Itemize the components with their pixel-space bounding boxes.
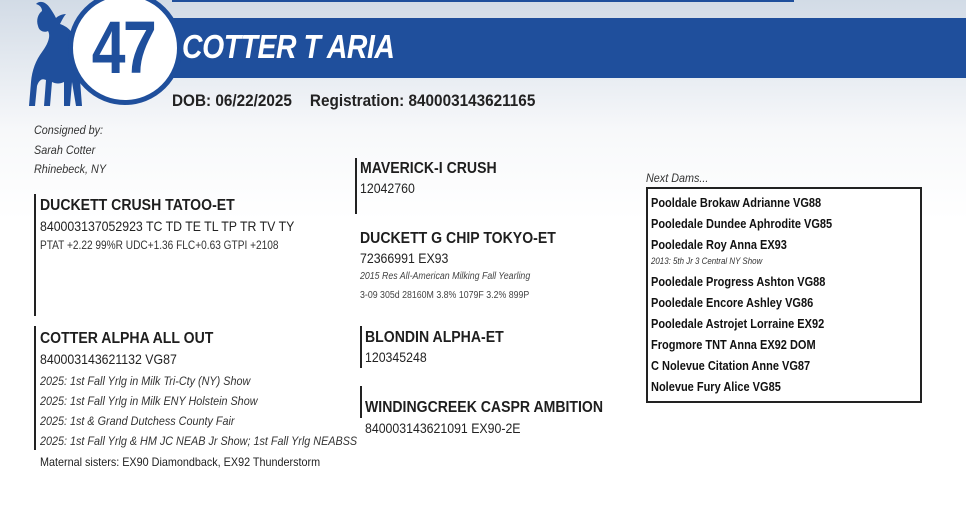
next-dam-item: Frogmore TNT Anna EX92 DOM: [651, 338, 816, 352]
sire-name: DUCKETT CRUSH TATOO-ET: [40, 197, 235, 214]
animal-name: COTTER T ARIA: [182, 28, 395, 65]
consignor-label: Consigned by:: [34, 123, 104, 137]
sire-sire-name: MAVERICK-I CRUSH: [360, 160, 497, 177]
next-dam-item: Nolevue Fury Alice VG85: [651, 380, 781, 394]
sire-dam-record: 3-09 305d 28160M 3.8% 1079F 3.2% 899P: [360, 290, 530, 301]
consignor-block: [34, 121, 106, 180]
dam-dam-bracket: [360, 386, 362, 418]
sire-dam-name: DUCKETT G CHIP TOKYO-ET: [360, 230, 556, 247]
sire-bracket: [34, 194, 36, 316]
dam-name: COTTER ALPHA ALL OUT: [40, 330, 214, 347]
next-dam-item: C Nolevue Citation Anne VG87: [651, 359, 811, 373]
next-dam-item: Pooldale Brokaw Adrianne VG88: [651, 196, 822, 210]
lot-number: 47: [91, 6, 155, 89]
dam-dam-name: WINDINGCREEK CASPR AMBITION: [365, 399, 604, 416]
dam-achievement: 2025: 1st Fall Yrlg in Milk Tri-Cty (NY) Show: [40, 374, 251, 388]
next-dam-item: Pooledale Dundee Aphrodite VG85: [651, 217, 833, 231]
maternal-sisters: Maternal sisters: EX90 Diamondback, EX92 Thunderstorm: [40, 455, 321, 469]
consignor-location: Rhinebeck, NY: [34, 162, 107, 176]
dam-sire-registration: 120345248: [365, 349, 427, 365]
sire-sire-registration: 12042760: [360, 180, 415, 196]
dam-achievement: 2025: 1st Fall Yrlg in Milk ENY Holstein Show: [40, 394, 258, 408]
next-dam-note: 2013: 5th Jr 3 Central NY Show: [651, 256, 763, 266]
sire-stats: PTAT +2.22 99%R UDC+1.36 FLC+0.63 GTPI +2108: [40, 240, 279, 252]
dob: DOB: 06/22/2025: [172, 91, 292, 110]
dam-sire-bracket: [360, 326, 362, 368]
sire-dam-registration: 72366991 EX93: [360, 250, 449, 266]
sire-registration: 840003137052923 TC TD TE TL TP TR TV TY: [40, 218, 295, 234]
next-dam-item: Pooledale Progress Ashton VG88: [651, 275, 826, 289]
registration: Registration: 840003143621165: [309, 91, 536, 110]
dam-bracket: [34, 326, 36, 450]
next-dams-label: Next Dams...: [646, 171, 709, 185]
dam-sire-name: BLONDIN ALPHA-ET: [365, 329, 504, 346]
dam-achievement: 2025: 1st & Grand Dutchess County Fair: [40, 414, 235, 428]
dam-registration: 840003143621132 VG87: [40, 351, 177, 367]
consignor-name: Sarah Cotter: [34, 142, 96, 157]
dam-achievement: 2025: 1st Fall Yrlg & HM JC NEAB Jr Show; 1st Fall Yrlg NEABSS: [40, 434, 358, 448]
sire-sire-bracket: [355, 158, 357, 214]
dam-achievements: [40, 371, 357, 451]
sire-dam-award: 2015 Res All-American Milking Fall Yearling: [360, 271, 531, 282]
dam-dam-registration: 840003143621091 EX90-2E: [365, 420, 521, 436]
next-dam-item: Pooledale Astrojet Lorraine EX92: [651, 317, 825, 331]
next-dams-box: [646, 187, 922, 403]
next-dam-item: Pooledale Roy Anna EX93: [651, 238, 787, 252]
next-dam-item: Pooledale Encore Ashley VG86: [651, 296, 814, 310]
top-rule: [172, 0, 794, 2]
dob-registration-line: [172, 91, 553, 111]
